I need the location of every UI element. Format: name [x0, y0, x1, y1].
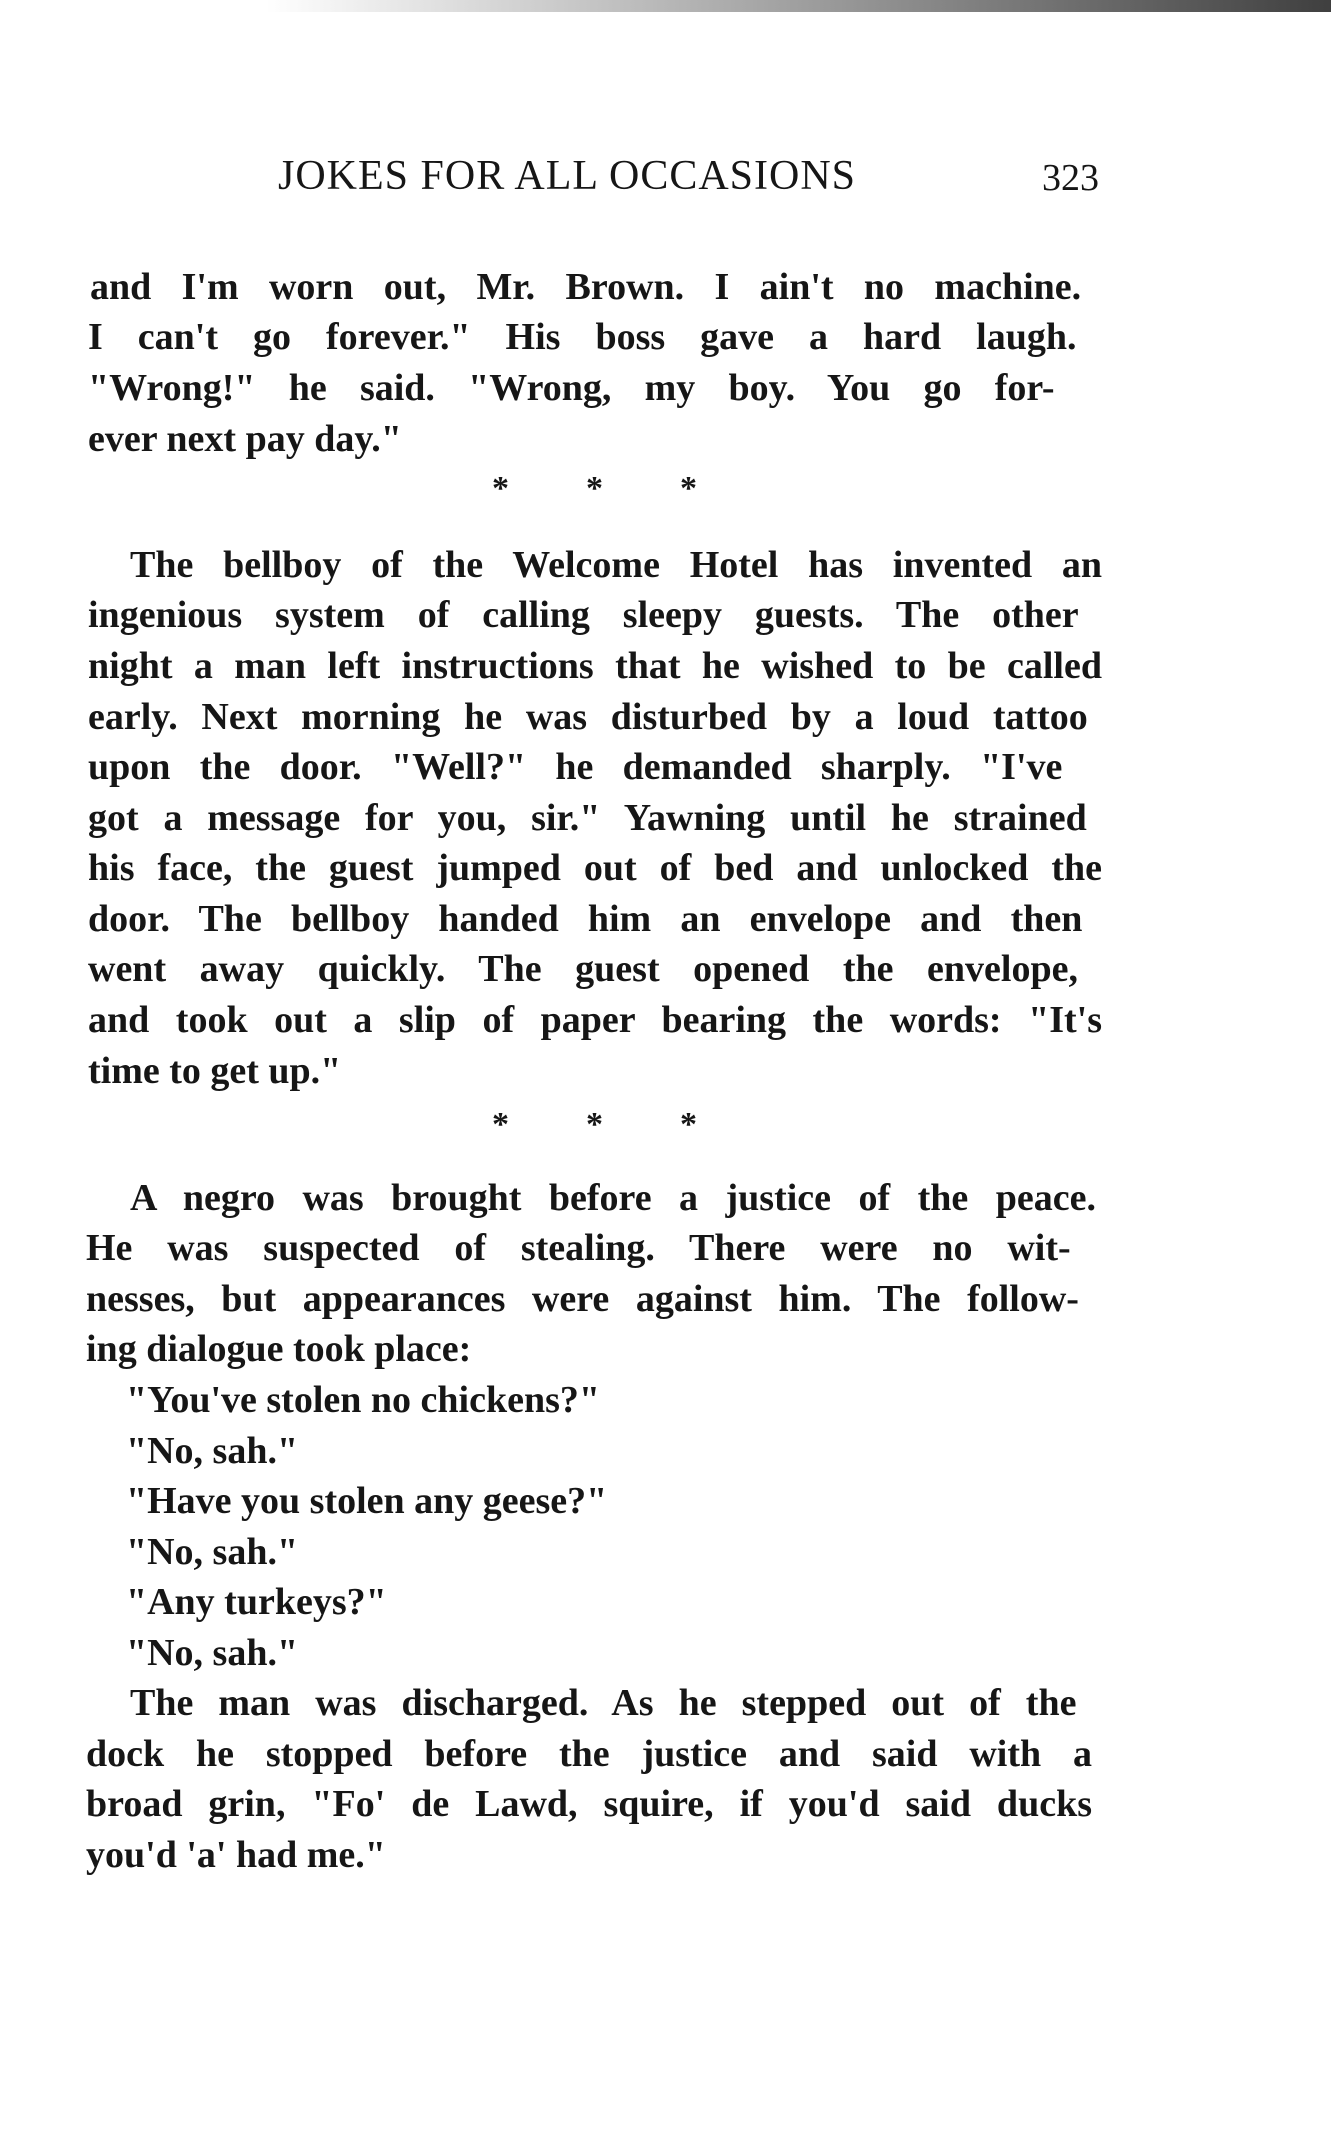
text-line: got a message for you, sir." Yawning until he strained: [88, 797, 1087, 839]
section-divider: * * *: [492, 470, 697, 507]
running-title: JOKES FOR ALL OCCASIONS: [278, 153, 857, 199]
page-number: 323: [1042, 157, 1099, 199]
top-edge-shadow: [0, 0, 1331, 12]
dialogue-line: "No, sah.": [126, 1430, 299, 1472]
text-line: I can't go forever." His boss gave a hard laugh.: [88, 316, 1077, 358]
text-line: He was suspected of stealing. There were no wit-: [86, 1227, 1071, 1269]
text-line: A negro was brought before a justice of the peace.: [130, 1177, 1096, 1219]
text-line: ever next pay day.": [88, 418, 402, 460]
text-line: you'd 'a' had me.": [86, 1834, 386, 1876]
text-line: nesses, but appearances were against him. The follow-: [86, 1278, 1079, 1320]
text-line: upon the door. "Well?" he demanded sharply. "I've: [88, 746, 1063, 788]
text-line: "Wrong!" he said. "Wrong, my boy. You go for-: [88, 367, 1055, 409]
dialogue-line: "Any turkeys?": [126, 1581, 387, 1623]
text-line: and took out a slip of paper bearing the words: "It's: [88, 999, 1102, 1041]
text-line: went away quickly. The guest opened the envelope,: [88, 948, 1078, 990]
dialogue-line: "No, sah.": [126, 1531, 299, 1573]
text-line: early. Next morning he was disturbed by a loud tattoo: [88, 696, 1088, 738]
page-header: [0, 152, 1331, 212]
text-line: dock he stopped before the justice and said with a: [86, 1733, 1092, 1775]
text-line: ing dialogue took place:: [86, 1328, 472, 1370]
text-line: broad grin, "Fo' de Lawd, squire, if you'd said ducks: [86, 1783, 1092, 1825]
text-line: door. The bellboy handed him an envelope and then: [88, 898, 1083, 940]
text-line: night a man left instructions that he wished to be called: [88, 645, 1102, 687]
text-line: The bellboy of the Welcome Hotel has invented an: [130, 544, 1102, 586]
text-line: The man was discharged. As he stepped out of the: [130, 1682, 1077, 1724]
text-line: and I'm worn out, Mr. Brown. I ain't no machine.: [90, 266, 1082, 308]
dialogue-line: "You've stolen no chickens?": [126, 1379, 600, 1421]
dialogue-line: "Have you stolen any geese?": [126, 1480, 608, 1522]
text-line: ingenious system of calling sleepy guests. The other: [88, 594, 1079, 636]
text-line: his face, the guest jumped out of bed and unlocked the: [88, 847, 1102, 889]
dialogue-line: "No, sah.": [126, 1632, 299, 1674]
text-line: time to get up.": [88, 1050, 342, 1092]
section-divider: * * *: [492, 1106, 697, 1143]
